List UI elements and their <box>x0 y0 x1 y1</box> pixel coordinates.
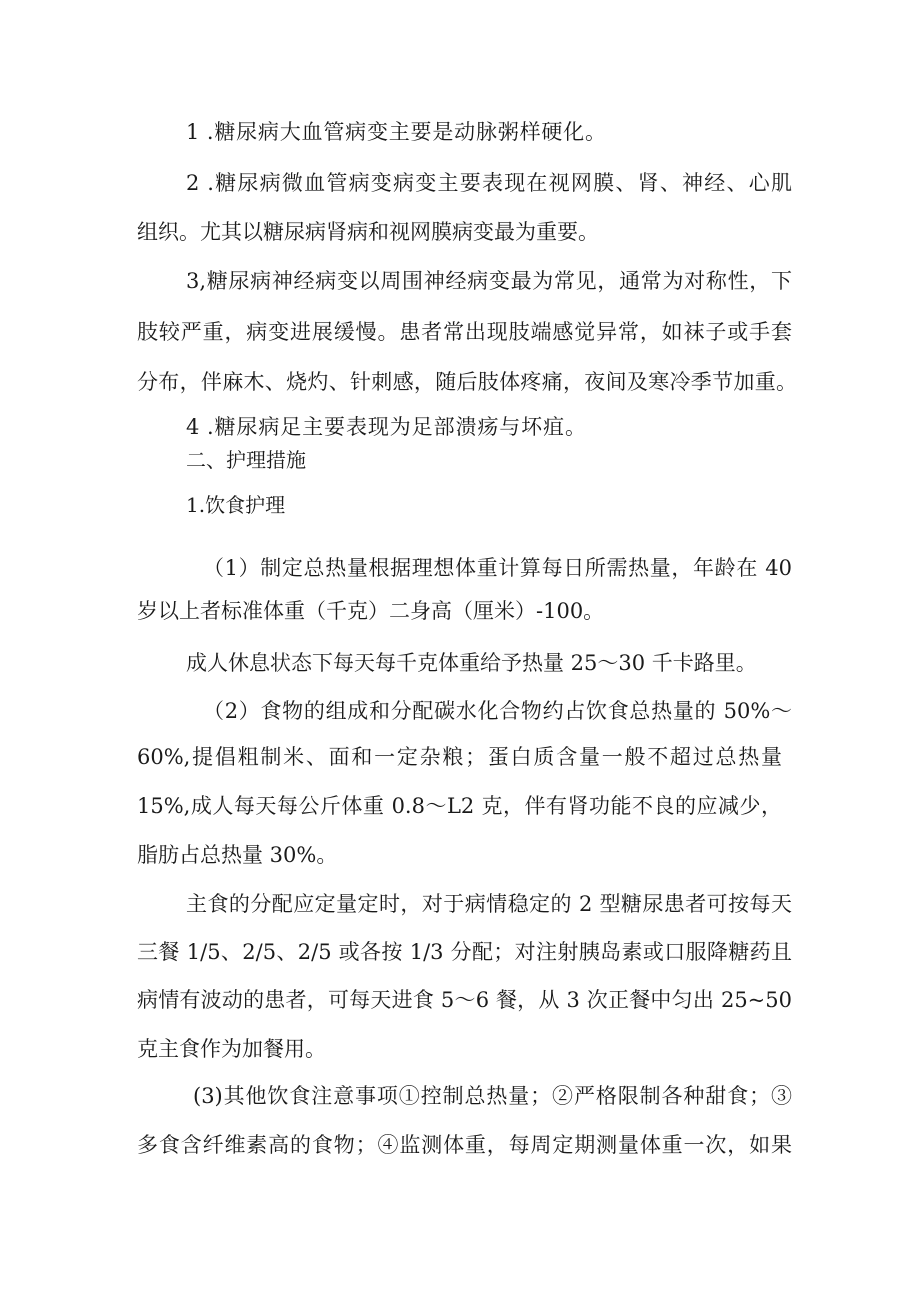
paragraph-line: 主食的分配应定量定时，对于病情稳定的 2 型糖尿患者可按每天 <box>186 892 792 916</box>
paragraph-line: 岁以上者标准体重（千克）二身高（厘米）-100。 <box>137 599 605 623</box>
paragraph-line: （1）制定总热量根据理想体重计算每日所需热量，年龄在 40 <box>203 556 792 580</box>
paragraph-line: 60%,提倡粗制米、面和一定杂粮；蛋白质含量一般不超过总热量 <box>137 745 782 769</box>
paragraph-line: 脂肪占总热量 30%。 <box>137 843 338 867</box>
paragraph-line: 成人休息状态下每天每千克体重给予热量 25～30 千卡路里。 <box>186 651 757 675</box>
paragraph-line: 组织。尤其以糖尿病肾病和视网膜病变最为重要。 <box>137 220 599 244</box>
section-heading: 二、护理措施 <box>186 448 306 472</box>
paragraph-line: 4 .糖尿病足主要表现为足部溃疡与坏疽。 <box>186 415 586 439</box>
paragraph-line: 克主食作为加餐用。 <box>137 1037 326 1061</box>
paragraph-line: 三餐 1/5、2/5、2/5 或各按 1/3 分配；对注射胰岛素或口服降糖药且 <box>137 940 792 964</box>
paragraph-line: 肢较严重，病变进展缓慢。患者常出现肢端感觉异常，如袜子或手套 <box>137 320 792 344</box>
paragraph-line: (3)其他饮食注意事项①控制总热量；②严格限制各种甜食；③ <box>193 1084 792 1108</box>
paragraph-line: 多食含纤维素高的食物；④监测体重，每周定期测量体重一次，如果 <box>137 1133 792 1157</box>
paragraph-line: （2）食物的组成和分配碳水化合物约占饮食总热量的 50%～ <box>203 699 792 723</box>
paragraph-line: 2 .糖尿病微血管病变病变主要表现在视网膜、肾、神经、心肌 <box>186 171 792 195</box>
paragraph-line: 病情有波动的患者，可每天进食 5～6 餐，从 3 次正餐中匀出 25~50 <box>137 988 792 1012</box>
paragraph-line: 1 .糖尿病大血管病变主要是动脉粥样硬化。 <box>186 120 606 144</box>
subsection-heading: 1.饮食护理 <box>186 493 286 517</box>
paragraph-line: 15%,成人每天每公斤体重 0.8～L2 克，伴有肾功能不良的应减少， <box>137 794 782 818</box>
paragraph-line: 3,糖尿病神经病变以周围神经病变最为常见，通常为对称性，下 <box>186 269 792 293</box>
paragraph-line: 分布，伴麻木、烧灼、针刺感，随后肢体疼痛，夜间及寒冷季节加重。 <box>137 370 797 394</box>
